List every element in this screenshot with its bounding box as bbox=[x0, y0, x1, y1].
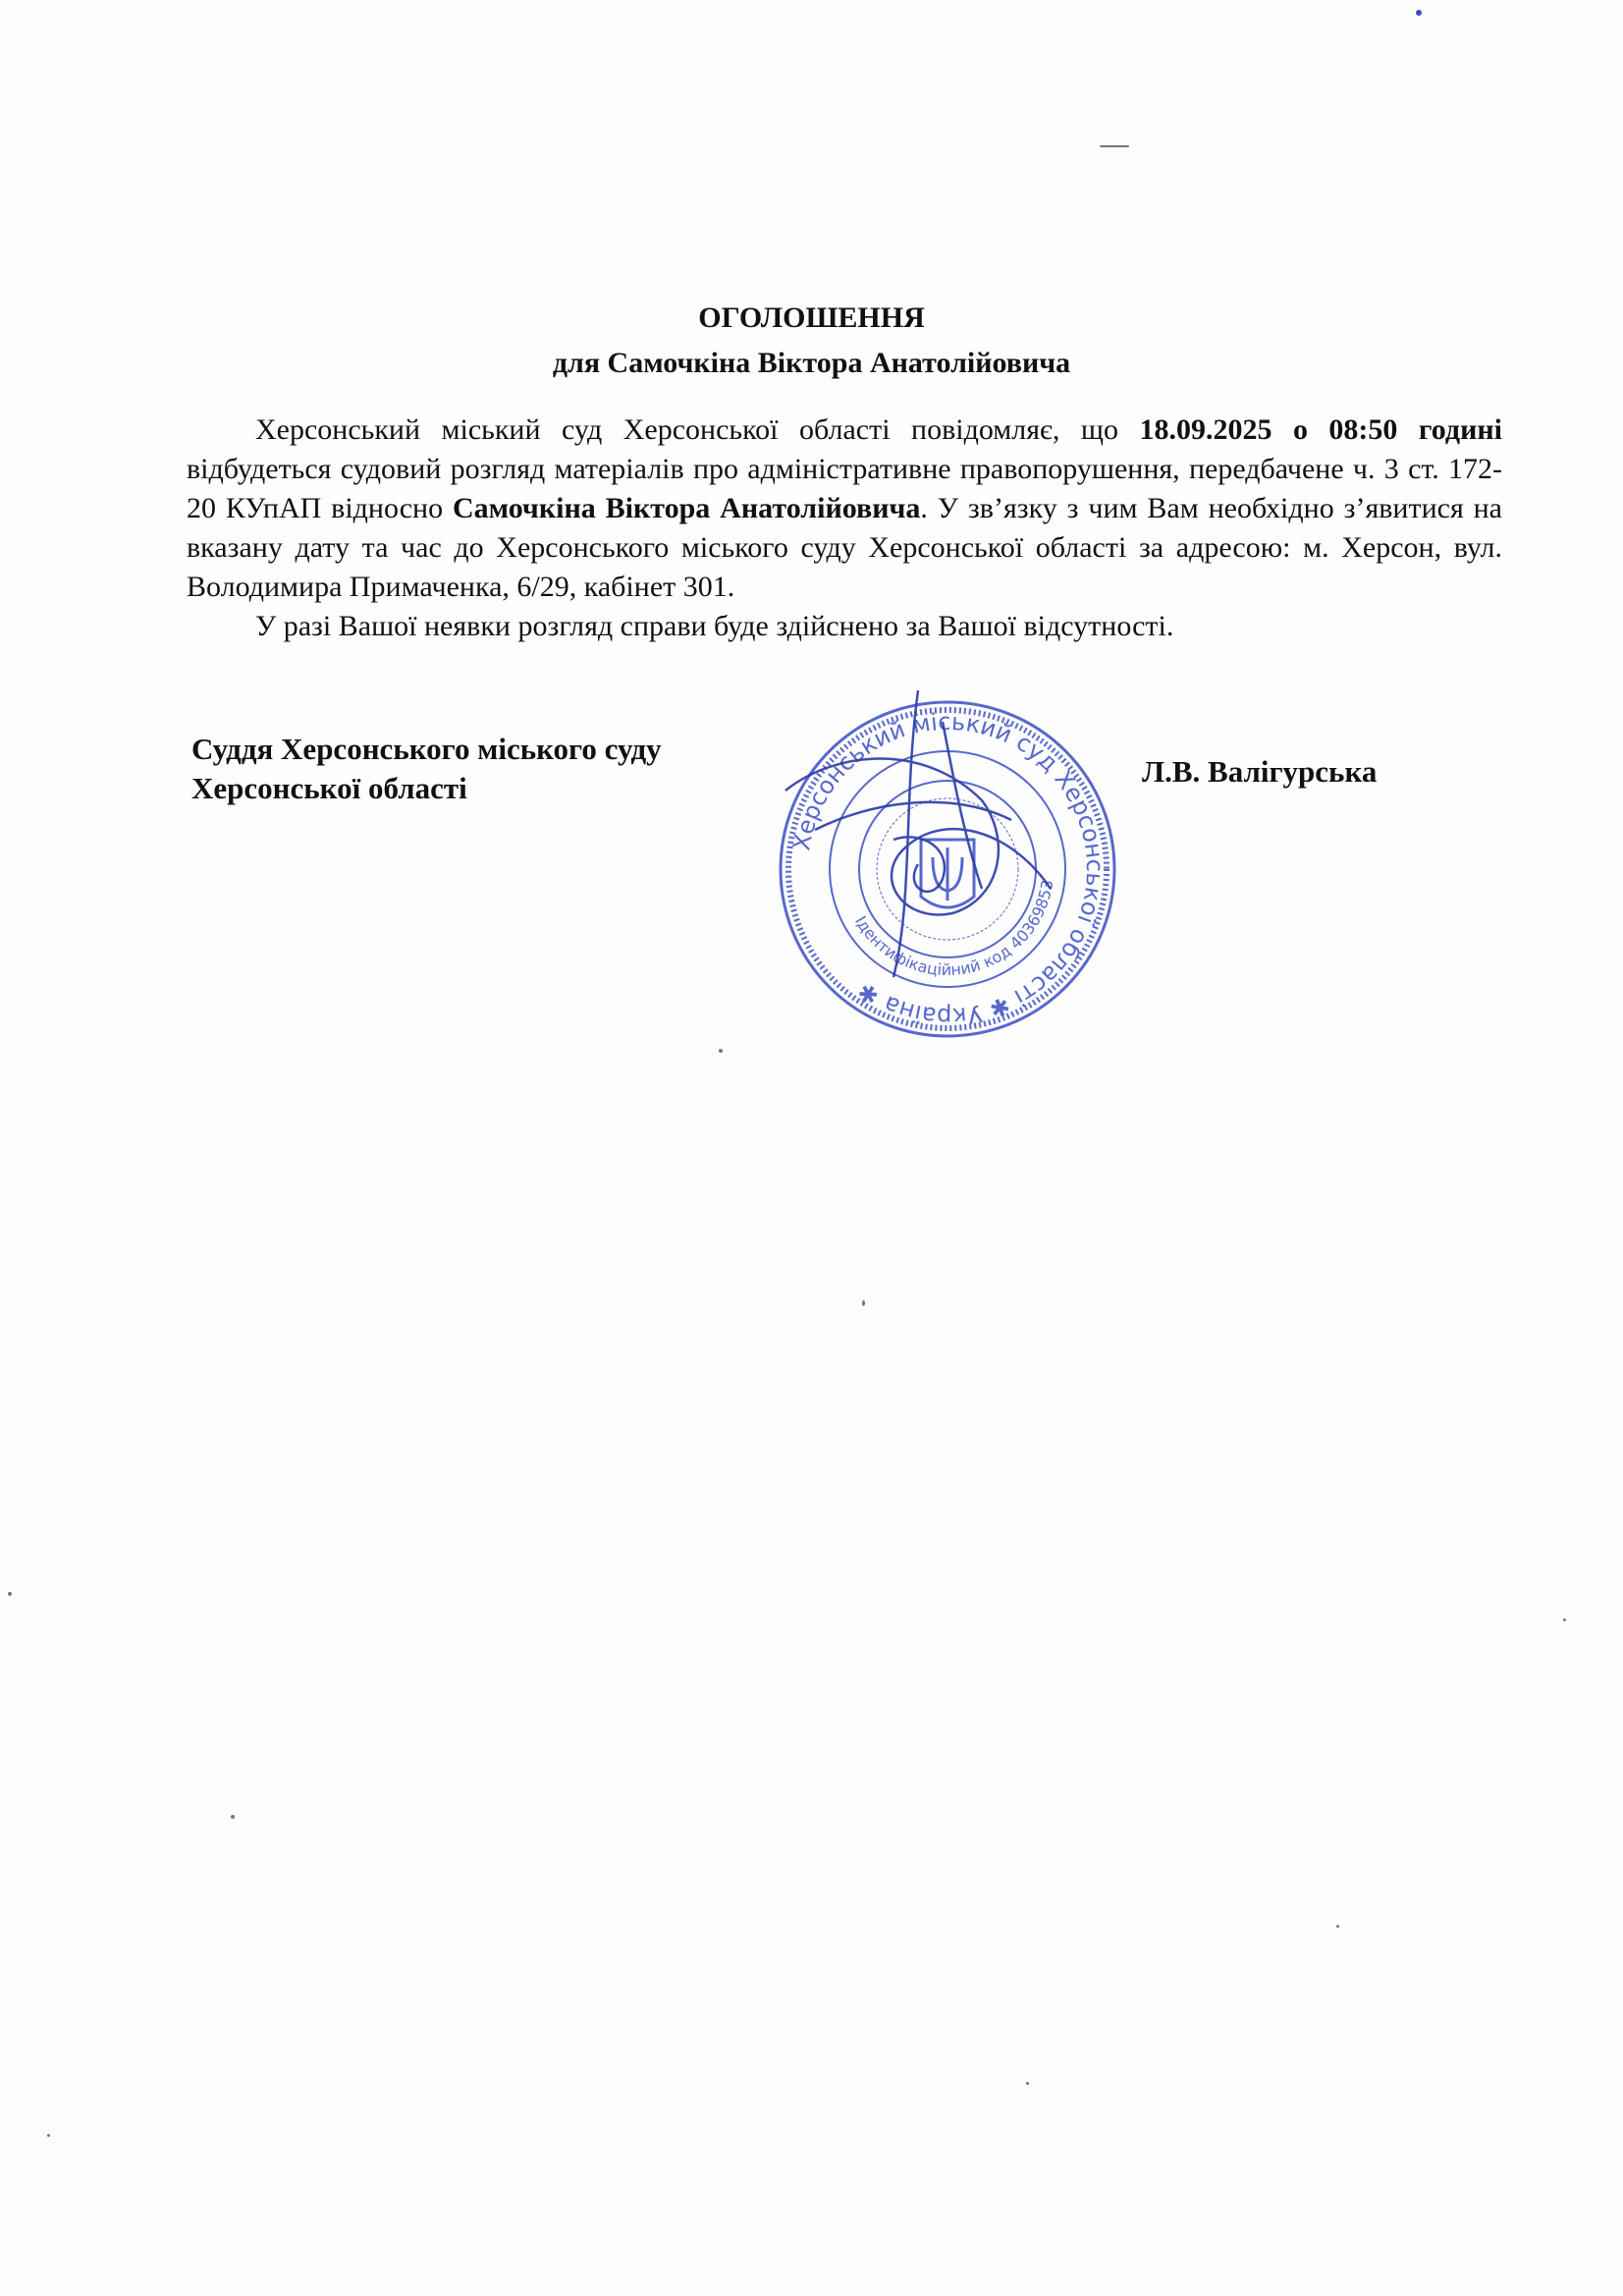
scan-speck bbox=[719, 1049, 723, 1053]
scan-speck bbox=[862, 1300, 865, 1306]
addressee-name: Самочкіна Віктора Анатолійовича bbox=[453, 492, 921, 524]
scan-speck bbox=[47, 2134, 50, 2137]
document-subtitle: для Самочкіна Віктора Анатолійовича bbox=[552, 347, 1071, 379]
scan-speck bbox=[1100, 145, 1129, 147]
seal-outer-text: Херсонський міський суд Херсонської області ✱ Україна ✱ bbox=[787, 707, 1109, 1031]
notice-text-2: відбудеться судовий розгляд матеріалів про адміністративне правопорушення, передбачене ч. 3 ст. 172-20 КУпАП відносно bbox=[187, 453, 1502, 524]
document-title: ОГОЛОШЕННЯ bbox=[698, 301, 925, 334]
paragraph-notice bbox=[187, 410, 1502, 607]
coat-of-arms-icon bbox=[921, 840, 974, 907]
judge-position-line1: Суддя Херсонського міського суду bbox=[191, 732, 662, 766]
court-seal-stamp bbox=[756, 683, 1139, 1056]
notice-text-3: . У зв’язку з чим Вам необхідно з’явитися на вказану дату та час до Херсонського міського суду Херсонської області за адресою: м. Херсон, вул. Володимира Примаченка, 6/29, кабінет 301. bbox=[187, 492, 1502, 603]
scan-speck bbox=[1563, 1618, 1566, 1621]
notice-text-1: Херсонський міський суд Херсонської області повідомляє, що bbox=[255, 413, 1140, 446]
scan-speck bbox=[1336, 1925, 1339, 1928]
seal-inner-text: Ідентифікаційний код 40369853 bbox=[850, 878, 1057, 980]
scan-speck bbox=[1026, 2082, 1029, 2085]
scan-speck bbox=[1416, 10, 1422, 16]
paragraph-absence-warning: У разі Вашої неявки розгляд справи буде здійснено за Вашої відсутності. bbox=[255, 610, 1174, 642]
scan-speck bbox=[8, 1592, 12, 1596]
judge-position bbox=[191, 730, 662, 808]
scan-speck bbox=[231, 1815, 235, 1819]
judge-position-line2: Херсонської області bbox=[191, 771, 467, 805]
document-body bbox=[187, 410, 1502, 646]
hearing-datetime: 18.09.2025 о 08:50 годині bbox=[1139, 413, 1502, 446]
judge-name: Л.В. Валігурська bbox=[1142, 754, 1378, 789]
